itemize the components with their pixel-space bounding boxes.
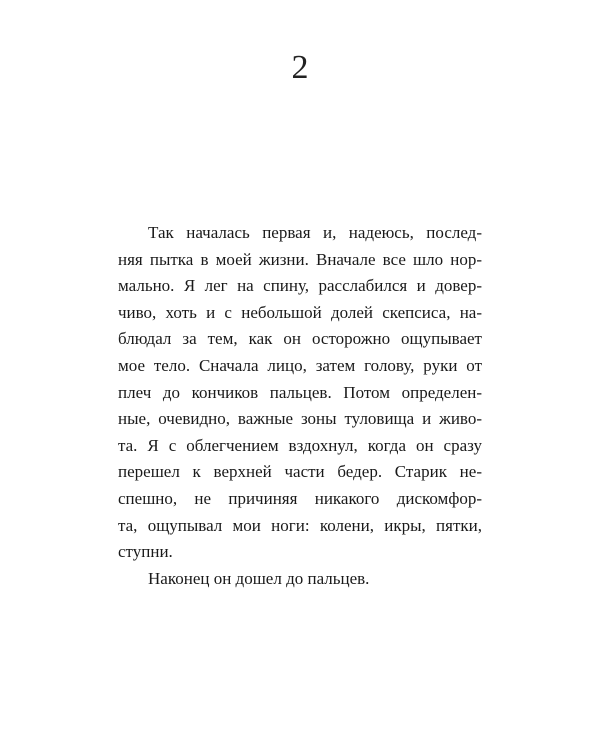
paragraph-1 — [118, 220, 482, 566]
text-line: няя пытка в моей жизни. Вначале все шло нор- — [118, 249, 482, 269]
text-line: плеч до кончиков пальцев. Потом определен- — [118, 382, 482, 402]
text-line: та. Я с облегчением вздохнул, когда он сразу — [118, 435, 482, 455]
text-line: перешел к верхней части бедер. Старик не- — [118, 462, 482, 482]
text-line: Так началась первая и, надеюсь, послед- — [148, 223, 482, 242]
text-line: та, ощупывал мои ноги: колени, икры, пятки, — [118, 515, 482, 535]
paragraph-2 — [118, 566, 482, 593]
text-line: мально. Я лег на спину, расслабился и довер- — [118, 276, 482, 296]
text-line: ступни. — [118, 542, 173, 562]
text-line: ные, очевидно, важные зоны туловища и живо- — [118, 409, 482, 429]
text-line: мое тело. Сначала лицо, затем голову, руки от — [118, 355, 482, 375]
text-line: чиво, хоть и с небольшой долей скепсиса, на- — [118, 302, 482, 322]
chapter-number: 2 — [291, 49, 309, 86]
text-line: блюдал за тем, как он осторожно ощупывает — [118, 329, 482, 349]
body-text — [118, 220, 482, 592]
text-line: спешно, не причиняя никакого дискомфор- — [118, 488, 482, 508]
text-line: Наконец он дошел до пальцев. — [148, 568, 370, 588]
